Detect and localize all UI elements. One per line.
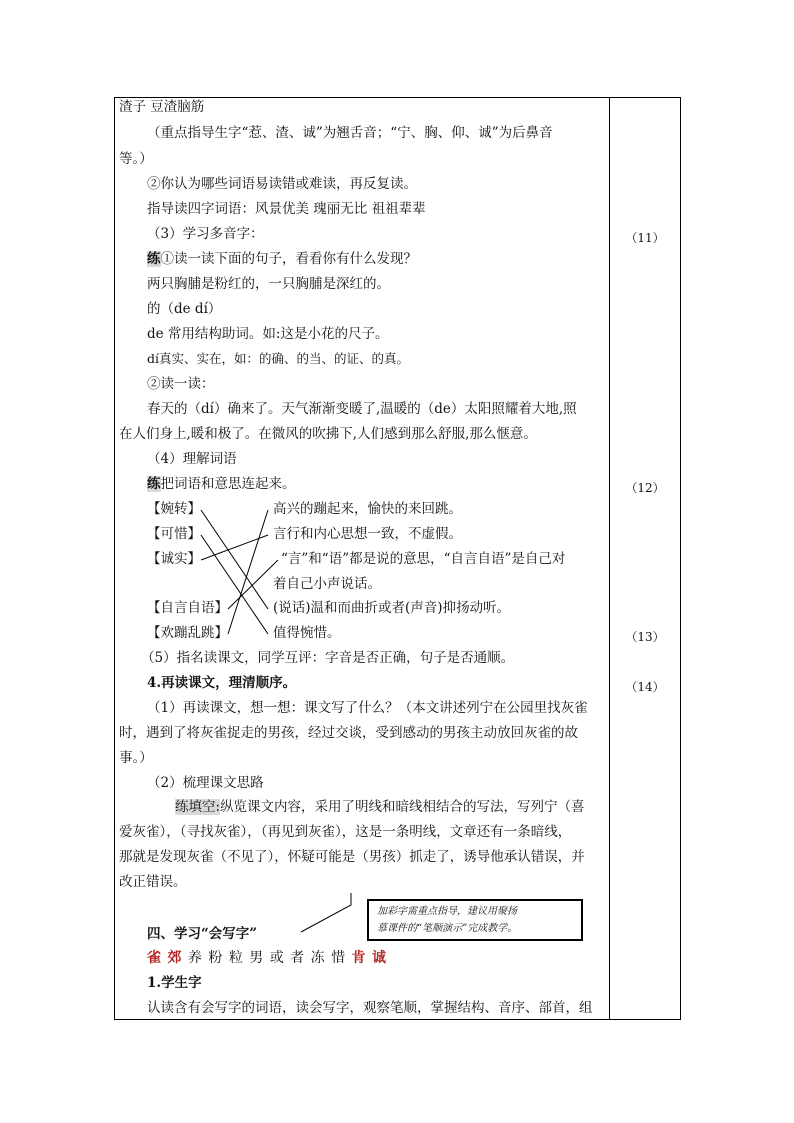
practice-mark: 练 [147,476,161,492]
text-line: dí真实、实在，如：的确、的当、的证、的真。 [147,351,410,366]
text-line: （3）学习多音字： [147,226,264,242]
character: 或 [269,950,285,966]
text-line: ②你认为哪些词语易读错或难读，再反复读。 [147,176,417,192]
match-line-chengshi [201,535,268,560]
text-line: 事。） [119,750,153,766]
match-line-huanbeng [228,510,268,634]
text-line: 时，遇到了将灰雀捉走的男孩，经过交谈，受到感动的男孩主动放回灰雀的故 [119,725,578,741]
text-line: 认读含有会写字的词语，读会写字，观察笔顺，掌握结构、音序、部首，组 [147,1000,593,1016]
practice-mark: 练填空: [175,799,221,815]
character: 粒 [228,950,244,966]
text-line: （1）再读课文，想一想：课文写了什么？（本文讲述列宁在公园里找灰雀 [147,700,588,716]
highlight-character: 郊 [167,950,183,966]
text-line: 那就是发现灰雀（不见了），怀疑可能是（男孩）抓走了，诱导他承认错误，并 [119,849,585,865]
callout-line: 加彩字需重点指导，建议用聚扬 [377,906,517,917]
section-heading: 4.再读课文，理清顺序。 [147,675,297,691]
character: 冻 [310,950,326,966]
section-heading: 四、学习“会写字” [147,926,258,942]
character: 养 [187,950,203,966]
text-line: （重点指导生字“惹、渣、诚”为翘舌音；“宁、胸、仰、诚”为后鼻音 [147,125,553,141]
text-line: ②读一读： [147,376,215,392]
text-line: 渣子 豆渣脑筋 [119,99,205,115]
match-meaning: 着自己小声说话。 [273,576,381,592]
match-meaning: 高兴的蹦起来，愉快的来回跳。 [273,501,462,517]
text-line: （2）梳理课文思路 [147,775,264,791]
text-line: 的（de dí） [147,301,222,317]
practice-mark: 练 [147,251,161,267]
match-meaning: 言行和内心思想一致，不虚假。 [273,526,462,542]
text-line: （5）指名读课文，同学互评：字音是否正确，句子是否通顺。 [141,650,515,666]
text-line: 春天的（dí）确来了。天气渐渐变暖了,温暖的（de）太阳照耀着大地,照 [147,401,577,417]
match-word: 【欢蹦乱跳】 [147,625,228,641]
character: 粉 [208,950,224,966]
text-line: 指导读四字词语：风景优美 瑰丽无比 祖祖辈辈 [147,201,426,217]
text-line: 爱灰雀），（寻找灰雀），（再见到灰雀），这是一条明线，文章还有一条暗线， [119,824,572,840]
text-line: 在人们身上,暖和极了。在微风的吹拂下,人们感到那么舒服,那么惬意。 [119,426,537,442]
character: 惜 [331,950,347,966]
subsection-heading: 1.学生字 [147,975,202,991]
text-line: 两只胸脯是粉红的，一只胸脯是深红的。 [147,276,390,292]
text-segment: ①读一读下面的句子，看看你有什么发现？ [160,251,417,267]
character: 者 [290,950,306,966]
callout-line: 慕课件的“笔顺演示”完成教学。 [377,923,518,934]
match-meaning: (说话)温和而曲折或者(声音)抑扬动听。 [273,600,511,616]
text-segment: 纵览课文内容，采用了明线和暗线相结合的写法，写列宁（喜 [220,799,585,815]
match-line-wanzhuan [201,510,268,609]
match-word: 【婉转】 [147,501,201,517]
callout-pointer [301,893,351,932]
highlight-character: 肯 [351,950,367,966]
match-word: 【可惜】 [147,526,201,542]
match-meaning: 值得惋惜。 [273,625,341,641]
highlight-character: 雀 [147,950,162,966]
match-meaning: “言”和“语”都是说的意思，“自言自语”是自己对 [281,551,566,567]
text-segment: 把词语和意思连起来。 [160,476,296,492]
match-word: 【自言自语】 [147,600,228,616]
highlight-character: 诚 [371,950,387,966]
text-line: （4）理解词语 [147,451,237,467]
match-word: 【诚实】 [147,551,201,567]
margin-note: （13） [625,630,665,644]
match-line-kexi [201,535,268,634]
margin-note: （14） [625,680,665,694]
text-line: de 常用结构助词。如:这是小花的尺子。 [147,326,389,342]
margin-note: （12） [625,481,665,495]
text-line: 等。） [119,151,153,167]
margin-note: （11） [625,231,665,245]
match-line-ziyanziyu [228,560,278,609]
character: 男 [249,950,265,966]
text-line: 改正错误。 [119,874,187,890]
